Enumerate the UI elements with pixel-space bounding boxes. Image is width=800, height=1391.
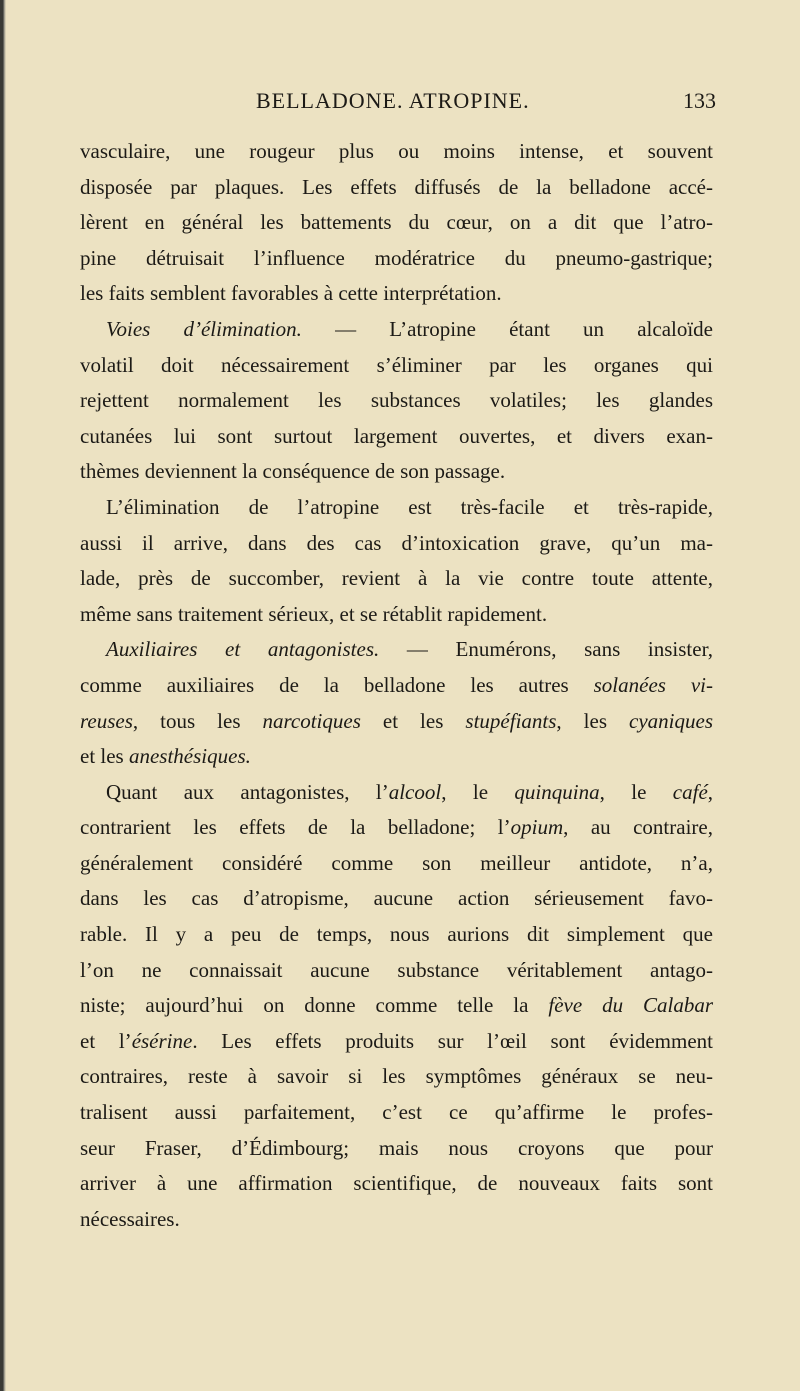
page-number: 133: [683, 88, 716, 113]
text-line: [80, 953, 713, 989]
text-line: [80, 810, 713, 846]
text-run: lade, près de succomber, revient à la vie contre toute attente,: [80, 566, 713, 591]
text-line: [80, 1166, 713, 1202]
text-run: contrarient les effets de la belladone; l’: [80, 815, 511, 840]
text-run: comme auxiliaires de la belladone les autres: [80, 672, 594, 697]
text-line: [80, 276, 713, 312]
italic-text-run: ésérine: [131, 1028, 193, 1053]
text-run: et les: [80, 744, 129, 769]
italic-text-run: anesthésiques.: [128, 744, 251, 769]
text-line: [80, 1202, 713, 1238]
text-run: L’élimination de l’atropine est très-facile et très-rapide,: [106, 494, 713, 519]
text-run: les faits semblent favorables à cette interprétation.: [80, 281, 502, 306]
text-run: nécessaires.: [80, 1206, 180, 1231]
text-run: rejettent normalement les substances volatiles; les glandes: [80, 388, 713, 413]
text-line: [80, 988, 713, 1024]
text-run: contraires, reste à savoir si les symptômes généraux se neu-: [80, 1064, 713, 1089]
italic-text-run: Voies d’élimination.: [106, 316, 302, 341]
text-run: , au contraire,: [563, 815, 713, 840]
text-run: rable. Il y a peu de temps, nous aurions dit simplement que: [80, 922, 713, 947]
italic-text-run: fève du Calabar: [548, 993, 714, 1018]
text-line: [80, 1024, 713, 1060]
text-run: seur Fraser, d’Édimbourg; mais nous croyons que pour: [80, 1135, 713, 1160]
text-line: [80, 419, 713, 455]
section-heading-line: [80, 312, 713, 348]
text-line: [80, 704, 713, 740]
text-line: [80, 1131, 713, 1167]
text-run: , le: [441, 779, 515, 804]
text-run: — Enumérons, sans insister,: [379, 637, 713, 662]
italic-text-run: cyaniques: [629, 708, 713, 733]
text-run: aussi il arrive, dans des cas d’intoxication grave, qu’un ma-: [80, 530, 713, 555]
text-run: tralisent aussi parfaitement, c’est ce qu’affirme le profes-: [80, 1100, 713, 1125]
text-run: niste; aujourd’hui on donne comme telle la: [80, 993, 549, 1018]
text-line: [80, 739, 713, 775]
text-run: vasculaire, une rougeur plus ou moins intense, et souvent: [80, 139, 713, 163]
text-line: [80, 205, 713, 241]
text-line: [80, 383, 713, 419]
italic-text-run: café: [672, 779, 708, 804]
text-run: . Les effets produits sur l’œil sont évidemment: [192, 1028, 714, 1053]
text-run: arriver à une affirmation scientifique, de nouveaux faits sont: [80, 1171, 713, 1196]
text-line: [80, 241, 713, 277]
text-line: [80, 1095, 713, 1131]
text-line: [80, 348, 713, 384]
text-run: dans les cas d’atropisme, aucune action sérieusement favo-: [80, 886, 713, 911]
text-line: [80, 490, 713, 526]
text-run: et les: [360, 708, 466, 733]
text-run: l’on ne connaissait aucune substance véritablement antago-: [80, 957, 713, 982]
text-line: [80, 668, 713, 704]
text-run: , les: [556, 708, 630, 733]
italic-text-run: quinquina: [514, 779, 600, 804]
text-line: [80, 881, 713, 917]
italic-text-run: opium: [510, 815, 564, 840]
italic-text-run: reuses: [80, 708, 133, 733]
text-run: lèrent en général les battements du cœur, on a dit que l’atro-: [80, 210, 713, 235]
text-run: — L’atropine étant un alcaloïde: [301, 316, 714, 341]
italic-text-run: Auxiliaires et antagonistes.: [106, 637, 380, 662]
text-run: disposée par plaques. Les effets diffusés de la belladone accé-: [80, 174, 713, 199]
text-run: volatil doit nécessairement s’éliminer par les organes qui: [80, 352, 713, 377]
text-line: [80, 775, 713, 811]
text-line: [80, 917, 713, 953]
text-run: thèmes deviennent la conséquence de son passage.: [80, 459, 506, 484]
text-line: [80, 561, 713, 597]
text-run: généralement considéré comme son meilleur antidote, n’a,: [80, 850, 713, 875]
italic-text-run: alcool: [388, 779, 442, 804]
text-line: [80, 526, 713, 562]
text-run: pine détruisait l’influence modératrice du pneumo-gastrique;: [80, 245, 713, 270]
text-run: et l’: [80, 1028, 132, 1053]
text-line: [80, 597, 713, 633]
text-line: [80, 454, 713, 490]
running-title: BELLADONE. ATROPINE.: [256, 88, 530, 113]
text-run: , le: [599, 779, 673, 804]
page-binding-edge: [0, 0, 6, 1391]
text-line: [80, 1059, 713, 1095]
italic-text-run: solanées vi-: [593, 672, 713, 697]
italic-text-run: narcotiques: [262, 708, 361, 733]
text-line: [80, 170, 713, 206]
text-line: [80, 846, 713, 882]
section-heading-line: [80, 632, 713, 668]
text-run: , tous les: [132, 708, 263, 733]
text-run: cutanées lui sont surtout largement ouvertes, et divers exan-: [80, 423, 713, 448]
text-run: ,: [707, 779, 714, 804]
text-line: [80, 134, 713, 170]
page-header: [256, 88, 716, 118]
body-text: [80, 134, 713, 1237]
italic-text-run: stupéfiants: [465, 708, 557, 733]
text-run: Quant aux antagonistes, l’: [106, 779, 389, 804]
text-run: même sans traitement sérieux, et se rétablit rapidement.: [80, 601, 548, 626]
